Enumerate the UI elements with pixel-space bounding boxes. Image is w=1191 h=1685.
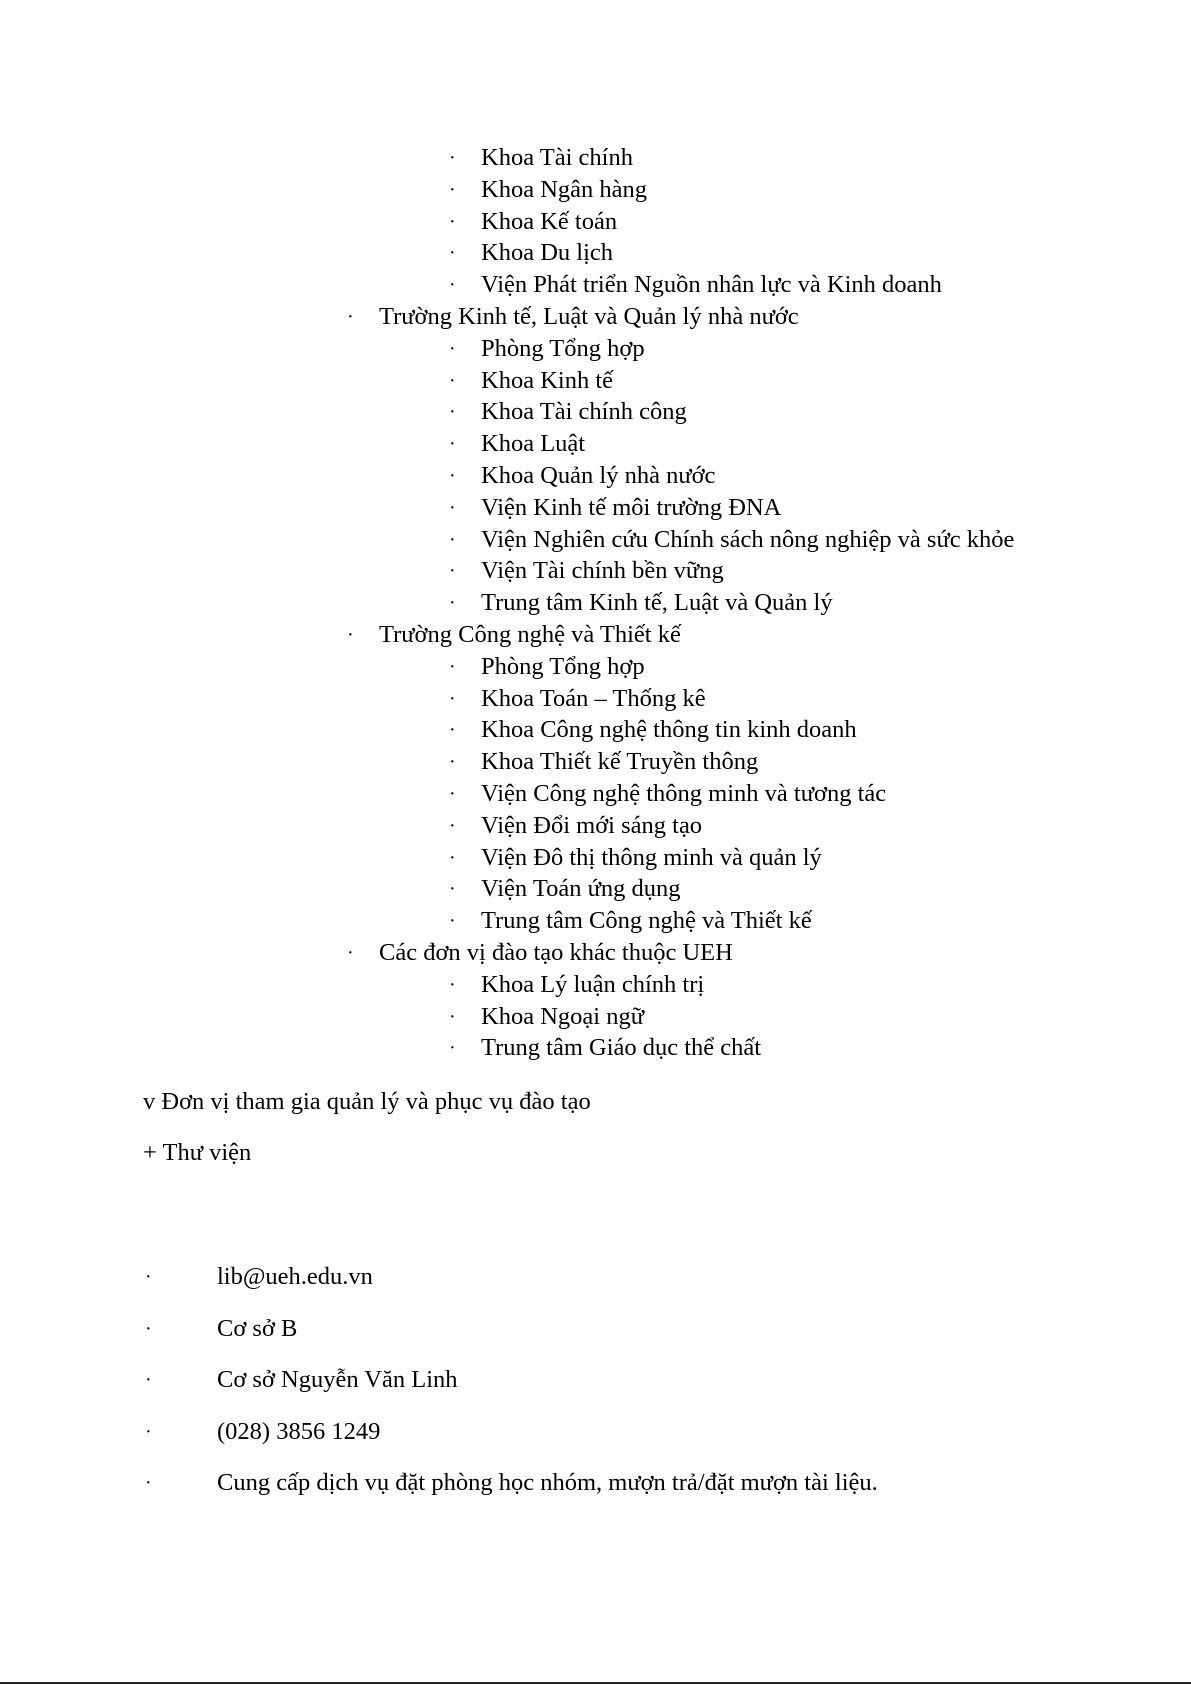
school-item: Các đơn vị đào tạo khác thuộc UEH xyxy=(379,939,733,966)
bullet-marker: · xyxy=(449,274,456,297)
bullet-marker: · xyxy=(449,783,456,805)
department-item: Viện Kinh tế môi trường ĐNA xyxy=(481,493,782,521)
department-item: Khoa Thiết kế Truyền thông xyxy=(481,748,759,776)
bullet-marker: · xyxy=(347,942,354,964)
library-info-item: Cơ sở B xyxy=(217,1314,298,1342)
bullet-marker: · xyxy=(449,1037,456,1060)
bullet-marker: · xyxy=(449,496,456,519)
bullet-marker: · xyxy=(449,687,456,710)
bullet-marker: · xyxy=(449,910,456,933)
bullet-marker: · xyxy=(347,624,354,646)
department-item: Trung tâm Kinh tế, Luật và Quản lý xyxy=(481,589,833,617)
school-item: Trường Kinh tế, Luật và Quản lý nhà nước xyxy=(379,303,799,330)
bullet-marker: · xyxy=(449,751,456,774)
department-item: Phòng Tổng hợp xyxy=(481,334,645,362)
bullet-marker: · xyxy=(449,846,456,869)
department-item: Khoa Ngân hàng xyxy=(481,175,648,203)
bullet-marker: · xyxy=(449,242,456,265)
bullet-marker: · xyxy=(449,814,456,837)
department-item: Khoa Quản lý nhà nước xyxy=(481,462,716,489)
bullet-marker: · xyxy=(449,369,456,392)
bullet-marker: · xyxy=(449,178,456,201)
department-item: Khoa Tài chính xyxy=(481,144,633,171)
library-info-item: Cơ sở Nguyễn Văn Linh xyxy=(217,1366,458,1393)
department-item: Viện Nghiên cứu Chính sách nông nghiệp và sức khỏe xyxy=(481,525,1015,553)
department-item: Khoa Kinh tế xyxy=(481,366,613,394)
department-item: Viện Phát triển Nguồn nhân lực và Kinh doanh xyxy=(481,271,942,299)
department-item: Khoa Lý luận chính trị xyxy=(481,970,705,998)
department-item: Khoa Luật xyxy=(481,430,586,458)
department-item: Khoa Tài chính công xyxy=(481,398,687,426)
bullet-marker: · xyxy=(449,592,456,615)
bullet-marker: · xyxy=(145,1369,152,1391)
department-item: Phòng Tổng hợp xyxy=(481,652,645,680)
subsection-heading: + Thư viện xyxy=(143,1139,252,1166)
department-item: Viện Đô thị thông minh và quản lý xyxy=(481,843,822,871)
department-item: Trung tâm Công nghệ và Thiết kế xyxy=(481,907,812,935)
section-heading: v Đơn vị tham gia quản lý và phục vụ đào tạo xyxy=(143,1088,591,1115)
bullet-marker: · xyxy=(449,210,456,233)
department-item: Viện Công nghệ thông minh và tương tác xyxy=(481,780,887,807)
bullet-marker: · xyxy=(449,1005,456,1028)
bullet-marker: · xyxy=(347,306,354,328)
department-item: Viện Tài chính bền vững xyxy=(481,557,724,585)
bullet-marker: · xyxy=(145,1420,152,1443)
bullet-marker: · xyxy=(449,433,456,456)
bullet-marker: · xyxy=(145,1472,152,1494)
bullet-marker: · xyxy=(449,560,456,583)
department-item: Khoa Công nghệ thông tin kinh doanh xyxy=(481,716,857,744)
department-item: Khoa Kế toán xyxy=(481,207,618,235)
department-item: Khoa Toán – Thống kê xyxy=(481,684,706,712)
library-info-item: (028) 3856 1249 xyxy=(217,1417,381,1445)
school-item: Trường Công nghệ và Thiết kế xyxy=(379,621,681,648)
bullet-marker: · xyxy=(449,973,456,996)
bullet-marker: · xyxy=(449,878,456,901)
bullet-marker: · xyxy=(145,1266,152,1288)
bullet-marker: · xyxy=(449,719,456,742)
department-item: Viện Toán ứng dụng xyxy=(481,875,681,903)
bullet-marker: · xyxy=(449,337,456,360)
library-info-item: Cung cấp dịch vụ đặt phòng học nhóm, mượn trả/đặt mượn tài liệu. xyxy=(217,1469,878,1496)
bullet-marker: · xyxy=(449,465,456,487)
bullet-marker: · xyxy=(145,1317,152,1340)
department-item: Khoa Ngoại ngữ xyxy=(481,1002,644,1030)
page-bottom-edge xyxy=(0,1682,1191,1684)
department-item: Trung tâm Giáo dục thể chất xyxy=(481,1034,762,1062)
bullet-marker: · xyxy=(449,528,456,551)
bullet-marker: · xyxy=(449,655,456,678)
bullet-marker: · xyxy=(449,401,456,424)
bullet-marker: · xyxy=(449,147,456,169)
library-info-item: lib@ueh.edu.vn xyxy=(217,1263,373,1290)
department-item: Viện Đổi mới sáng tạo xyxy=(481,811,703,839)
department-item: Khoa Du lịch xyxy=(481,239,613,267)
